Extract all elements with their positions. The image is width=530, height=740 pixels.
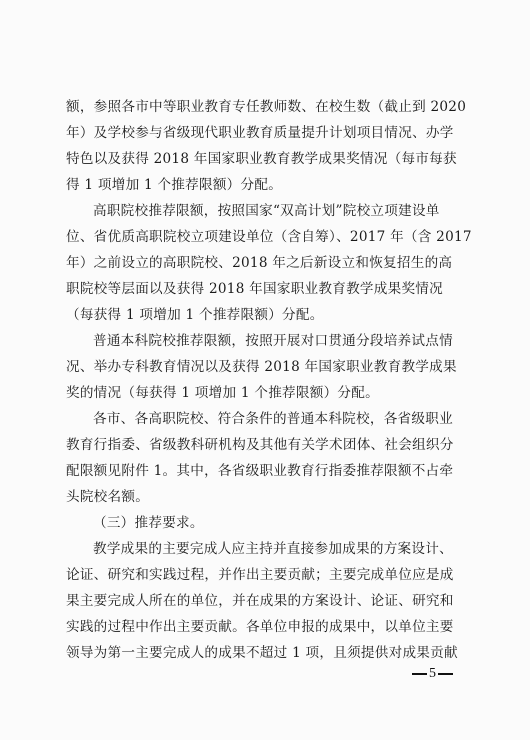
paragraph-start-line: 教学成果的主要完成人应主持并直接参加成果的方案设计、 [93,541,453,557]
text-line: 位、省优质高职院校立项建设单位（含自筹）、2017 年（含 2017 [66,229,472,245]
text-line: 年）及学校参与省级现代职业教育质量提升计划项目情况、办学 [66,125,454,141]
text-line: 果主要完成人所在的单位，并在成果的方案设计、论证、研究和 [66,593,454,609]
page-number-dash-right [438,673,453,675]
section-heading: （三）推荐要求。 [93,515,204,531]
page-number-dash-left [412,673,427,675]
paragraph-start-line: 普通本科院校推荐限额，按照开展对口贯通分段培养试点情 [93,333,453,349]
text-line: 得 1 项增加 1 个推荐限额）分配。 [66,177,283,193]
text-line: 况、举办专科教育情况以及获得 2018 年国家职业教育教学成果 [66,359,457,375]
text-line: 配限额见附件 1。其中，各省级职业教育行指委推荐限额不占牵 [66,463,454,479]
text-line: 论证、研究和实践过程，并作出主要贡献；主要完成单位应是成 [66,567,454,583]
text-line: 年）之前设立的高职院校、2018 年之后新设立和恢复招生的高 [66,255,453,271]
paragraph-start-line: 高职院校推荐限额，按照国家“双高计划”院校立项建设单 [93,203,440,219]
text-line: 职院校等层面以及获得 2018 年国家职业教育教学成果奖情况 [66,281,443,297]
text-line: 奖的情况（每获得 1 项增加 1 个推荐限额）分配。 [66,385,379,401]
paragraph-start-line: 各市、各高职院校、符合条件的普通本科院校，各省级职业 [93,411,453,427]
text-line: 头院校名额。 [66,489,150,505]
text-line: （每获得 1 项增加 1 个推荐限额）分配。 [66,307,324,323]
text-line: 额，参照各市中等职业教育专任教师数、在校生数（截止到 2020 [66,99,467,115]
text-line: 领导为第一主要完成人的成果不超过 1 项，且须提供对成果贡献 [66,645,458,661]
text-line: 教育行指委、省级教科研机构及其他有关学术团体、社会组织分 [66,437,454,453]
text-line: 实践的过程中作出主要贡献。各单位申报的成果中，以单位主要 [66,619,454,635]
page-number-value: 5 [429,666,436,681]
text-line: 特色以及获得 2018 年国家职业教育教学成果奖情况（每市每获 [66,151,457,167]
body-text [66,94,472,666]
page-number [410,666,455,682]
